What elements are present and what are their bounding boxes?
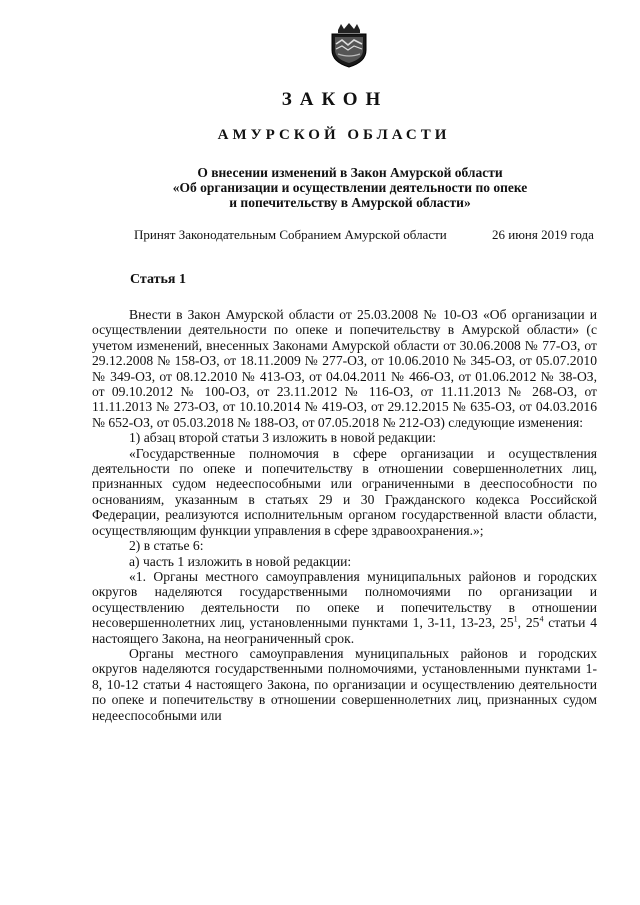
amendment-item-2a: а) часть 1 изложить в новой редакции: [129,553,352,569]
amendment-item-1: 1) абзац второй статьи 3 изложить в новой редакции: [129,430,437,446]
quote-text: , 25 [517,615,540,631]
superscript: 1 [513,614,518,624]
quote-text: статьи 4 настоящего Закона, на неограниченный срок. [92,615,597,646]
subtitle-line: и попечительству в Амурской области» [229,195,471,210]
subtitle-line: О внесении изменений в Закон Амурской области [197,165,503,180]
amendment-quote-3: Органы местного самоуправления муниципальных районов и городских округов наделяются государственными полномочиями, установленными пунктами 1-8, 10-12 статьи 4 настоящего Закона, по организации и осуществлению деятельности по опеке и попечительству в отношении совершеннолетних лиц, признанных судом недееспособными или [92,645,597,723]
article-heading: Статья 1 [130,272,186,287]
adoption-statement: Принят Законодательным Собранием Амурской области [134,227,447,242]
amendment-item-2: 2) в статье 6: [129,538,204,554]
region-title: АМУРСКОЙ ОБЛАСТИ [217,127,451,143]
law-subtitle [120,165,580,210]
amendment-quote-1: «Государственные полномочия в сфере организации и осуществления деятельности по опеке и попечительству в отношении совершеннолетних лиц, признанных судом недееспособными или ограниченными в дееспособности по основаниям, указанным в статьях 29 и 30 Гражданского кодекса Российской Федерации, реализуются исполнительным органом государственной власти области, осуществляющим функции управления в сфере здравоохранения.»; [92,445,597,538]
amendment-quote-2 [92,569,597,646]
article-body [92,307,597,723]
subtitle-line: «Об организации и осуществлении деятельности по опеке [172,180,528,195]
law-title: ЗАКОН [281,89,389,110]
adoption-date: 26 июня 2019 года [492,227,594,242]
coat-of-arms-emblem [328,22,370,68]
superscript: 4 [539,614,544,624]
quote-text: «1. Органы местного самоуправления муниципальных районов и городских округов наделяются государственными полномочиями по организации и осуществлению деятельности по опеке и попечительству в отношении несовершеннолетних лиц, установленными пунктами 1, 3-11, 13-23, 25 [92,568,597,631]
article-intro: Внести в Закон Амурской области от 25.03.2008 № 10-ОЗ «Об организации и осуществлении деятельности по опеке и попечительству в Амурской области» (с учетом изменений, внесенных Законами Амурской области от 30.06.2008 № 77-ОЗ, от 29.12.2008 № 158-ОЗ, от 18.11.2009 № 277-ОЗ, от 10.06.2010 № 345-ОЗ, от 05.07.2010 № 349-ОЗ, от 08.12.2010 № 413-ОЗ, от 04.04.2011 № 466-ОЗ, от 01.06.2012 № 38-ОЗ, от 09.10.2012 № 100-ОЗ, от 23.11.2012 № 116-ОЗ, от 11.11.2013 № 268-ОЗ, от 11.11.2013 № 273-ОЗ, от 10.10.2014 № 419-ОЗ, от 29.12.2015 № 635-ОЗ, от 04.03.2016 № 652-ОЗ, от 05.03.2018 № 188-ОЗ, от 07.05.2018 № 212-ОЗ) следующие изменения: [92,307,597,430]
